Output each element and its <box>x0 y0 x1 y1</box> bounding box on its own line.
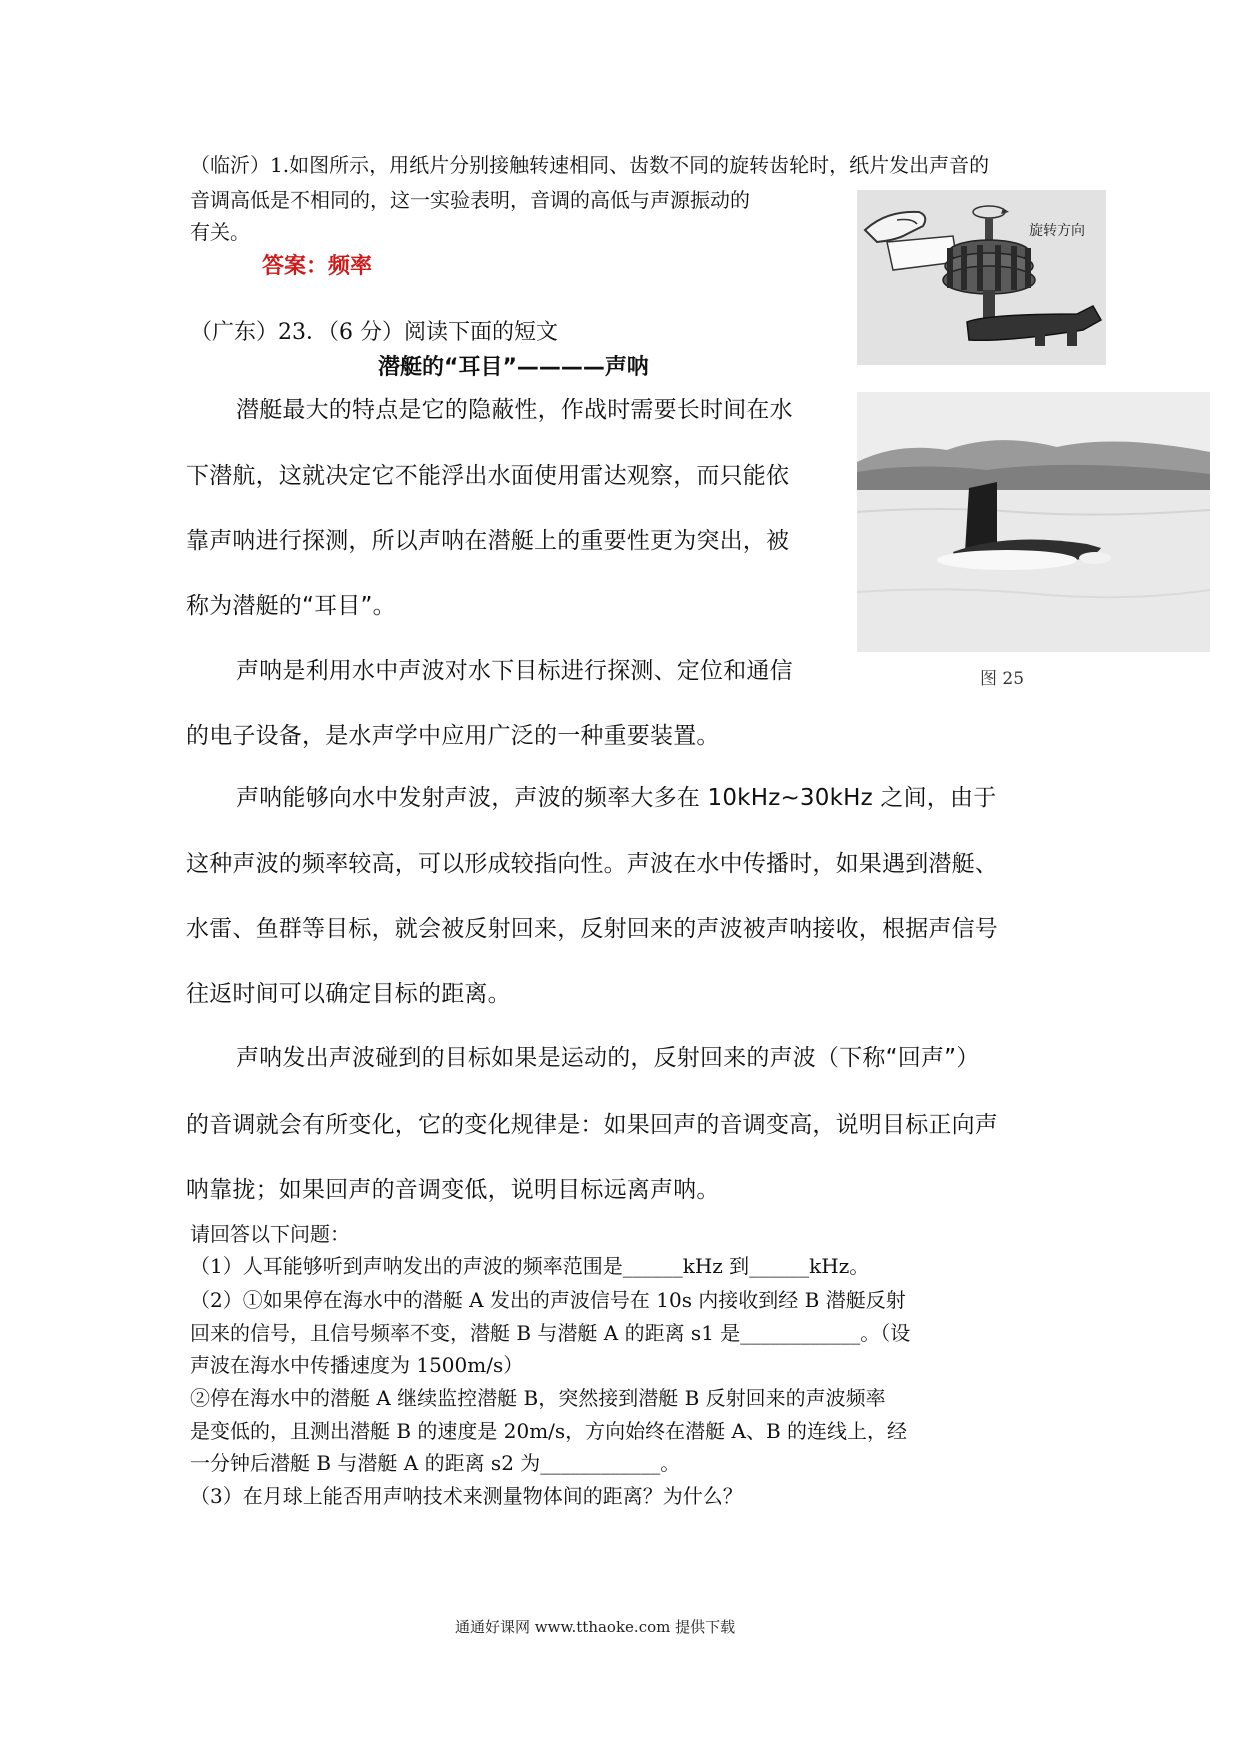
submarine-photo <box>857 392 1210 652</box>
question-line: 请回答以下问题： <box>190 1222 350 1246</box>
paragraph-line: 呐靠拢；如果回声的音调变低，说明目标远离声呐。 <box>186 1177 720 1203</box>
paragraph-line: 的音调就会有所变化，它的变化规律是：如果回声的音调变高，说明目标正向声 <box>186 1112 998 1138</box>
paragraph-line: 往返时间可以确定目标的距离。 <box>186 981 511 1007</box>
question-line: （1）人耳能够听到声呐发出的声波的频率范围是______kHz 到______kHz。 <box>190 1254 870 1278</box>
paragraph-line: 靠声呐进行探测，所以声呐在潜艇上的重要性更为突出，被 <box>186 528 790 554</box>
paragraph-line: 潜艇最大的特点是它的隐蔽性，作战时需要长时间在水 <box>236 397 793 423</box>
paragraph-line: 声呐是利用水中声波对水下目标进行探测、定位和通信 <box>236 658 793 684</box>
page-footer: 通通好课网 www.tthaoke.com 提供下载 <box>455 1618 736 1636</box>
paragraph-line: 称为潜艇的“耳目”。 <box>186 593 396 619</box>
paragraph-line: 声呐能够向水中发射声波，声波的频率大多在 10kHz~30kHz 之间，由于 <box>236 785 997 811</box>
question-line: ②停在海水中的潜艇 A 继续监控潜艇 B，突然接到潜艇 B 反射回来的声波频率 <box>190 1386 886 1410</box>
gear-illustration <box>857 190 1106 365</box>
q1-line-3: 有关。 <box>190 220 250 244</box>
q1-answer: 答案：频率 <box>262 253 373 279</box>
paragraph-line: 的电子设备，是水声学中应用广泛的一种重要装置。 <box>186 723 720 749</box>
question-line: 回来的信号，且信号频率不变，潜艇 B 与潜艇 A 的距离 s1 是____________。（设 <box>190 1321 911 1345</box>
passage-title: 潜艇的“耳目”————声呐 <box>378 355 649 380</box>
question-line: 一分钟后潜艇 B 与潜艇 A 的距离 s2 为____________。 <box>190 1451 681 1475</box>
submarine-illustration <box>857 392 1210 652</box>
rotation-label: 旋转方向 <box>1029 223 1085 239</box>
question-line: （3）在月球上能否用声呐技术来测量物体间的距离？为什么？ <box>190 1484 743 1508</box>
question-line: 声波在海水中传播速度为 1500m/s） <box>190 1353 524 1377</box>
paragraph-line: 声呐发出声波碰到的目标如果是运动的，反射回来的声波（下称“回声”） <box>236 1045 980 1071</box>
q1-line-2: 音调高低是不相同的，这一实验表明，音调的高低与声源振动的 <box>190 188 750 212</box>
question-line: 是变低的，且测出潜艇 B 的速度是 20m/s，方向始终在潜艇 A、B 的连线上，经 <box>190 1419 908 1443</box>
paragraph-line: 下潜航，这就决定它不能浮出水面使用雷达观察，而只能依 <box>186 463 790 489</box>
q2-intro: （广东）23．（6 分）阅读下面的短文 <box>190 320 558 345</box>
paragraph-line: 水雷、鱼群等目标，就会被反射回来，反射回来的声波被声呐接收，根据声信号 <box>186 916 998 942</box>
gear-figure <box>857 190 1106 365</box>
figure-caption: 图 25 <box>980 669 1025 689</box>
question-line: （2）①如果停在海水中的潜艇 A 发出的声波信号在 10s 内接收到经 B 潜艇反射 <box>190 1288 906 1312</box>
paragraph-line: 这种声波的频率较高，可以形成较指向性。声波在水中传播时，如果遇到潜艇、 <box>186 851 998 877</box>
q1-line-1: （临沂）1.如图所示，用纸片分别接触转速相同、齿数不同的旋转齿轮时，纸片发出声音的 <box>190 153 990 177</box>
